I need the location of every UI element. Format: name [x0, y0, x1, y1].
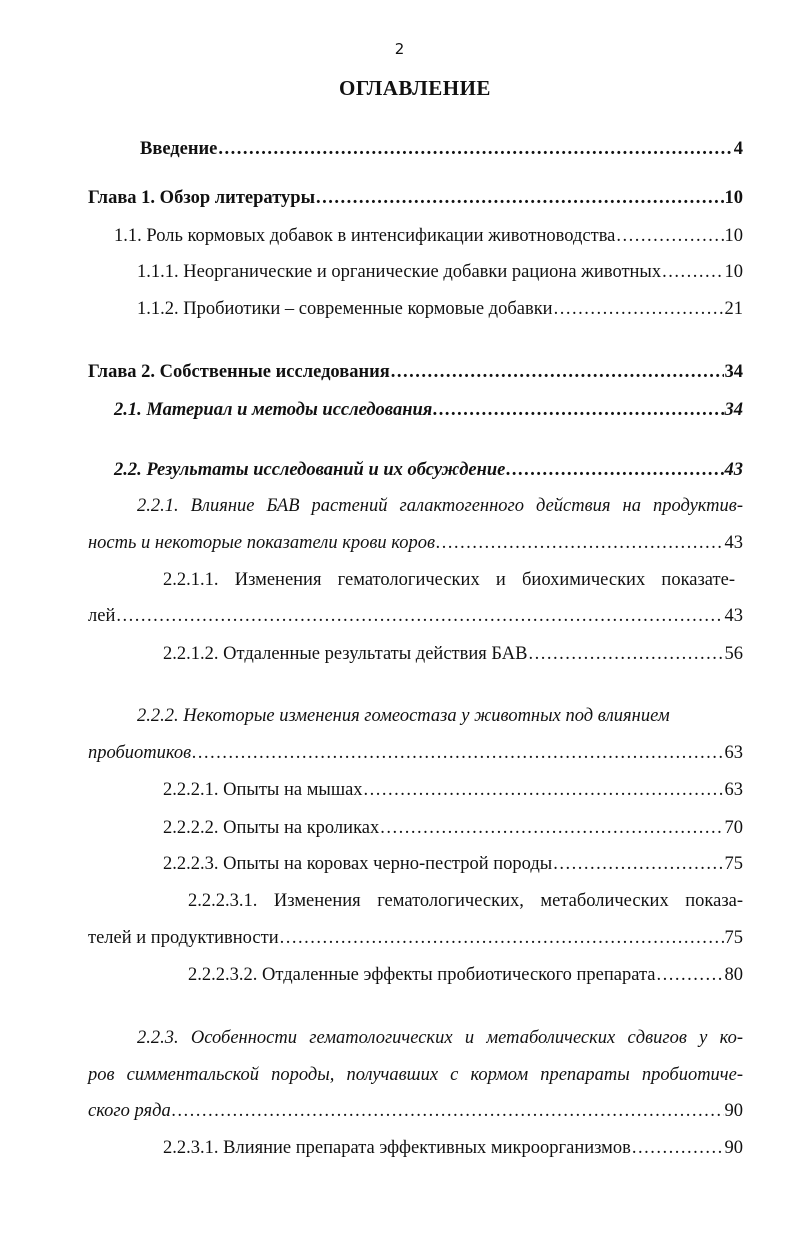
leader-dots	[116, 603, 723, 629]
toc-entry-2-2-3[interactable]	[88, 1098, 743, 1124]
toc-entry-text: 1.1. Роль кормовых добавок в интенсификации животноводства	[114, 226, 616, 246]
leader-dots	[218, 136, 732, 162]
toc-entry-2-2-1-line1[interactable]: 2.2.1. Влияние БАВ растений галактогенного действия на продуктив-	[137, 496, 743, 516]
toc-entry-1-1-2[interactable]	[137, 296, 743, 322]
leader-dots	[554, 296, 724, 322]
toc-entry-chapter-1[interactable]	[88, 185, 743, 211]
leader-dots	[662, 259, 723, 285]
toc-page-number: 75	[724, 928, 743, 948]
toc-entry-text: пробиотиков	[88, 743, 192, 763]
leader-dots	[172, 1098, 724, 1124]
toc-entry-text: 2.2.3.1. Влияние препарата эффективных микроорганизмов	[163, 1138, 631, 1158]
toc-entry-text: телей и продуктивности	[88, 928, 279, 948]
toc-page-number: 43	[724, 533, 743, 553]
leader-dots	[364, 777, 724, 803]
toc-entry-2-2-2-3[interactable]	[163, 851, 743, 877]
leader-dots	[632, 1135, 724, 1161]
toc-entry-2-2-2[interactable]	[88, 740, 743, 766]
toc-page-number: 56	[724, 644, 743, 664]
toc-entry-chapter-2[interactable]	[88, 359, 743, 385]
toc-entry-text: ность и некоторые показатели крови коров	[88, 533, 435, 553]
leader-dots	[192, 740, 723, 766]
toc-entry-text: 1.1.1. Неорганические и органические добавки рациона животных	[137, 262, 662, 282]
toc-entry-text: 2.2.2.3. Опыты на коровах черно-пестрой породы	[163, 854, 553, 874]
toc-entry-2-2-1-1[interactable]	[88, 603, 743, 629]
toc-entry-2-2-2-1[interactable]	[163, 777, 743, 803]
toc-page-number: 10	[724, 262, 743, 282]
toc-entry-2-2-3-line2[interactable]: ров симментальской породы, получавших с кормом препараты пробиотиче-	[88, 1065, 743, 1085]
toc-page-number: 4	[733, 139, 743, 159]
toc-page-number: 10	[724, 226, 743, 246]
page-title: ОГЛАВЛЕНИЕ	[339, 76, 491, 100]
toc-entry-2-2-1-2[interactable]	[163, 641, 743, 667]
toc-entry-text: 2.2.1.2. Отдаленные результаты действия БАВ	[163, 644, 528, 664]
leader-dots	[380, 815, 723, 841]
toc-entry-text: 2.2.2.1. Опыты на мышах	[163, 780, 363, 800]
toc-entry-text: 1.1.2. Пробиотики – современные кормовые добавки	[137, 299, 553, 319]
toc-page-number: 80	[724, 965, 743, 985]
leader-dots	[656, 962, 723, 988]
toc-entry-2-2-3-line1[interactable]: 2.2.3. Особенности гематологических и метаболических сдвигов у ко-	[137, 1028, 743, 1048]
toc-entry-introduction[interactable]	[140, 136, 743, 162]
toc-entry-text: 2.2.2.3.2. Отдаленные эффекты пробиотического препарата	[188, 965, 656, 985]
toc-page-number: 63	[724, 743, 743, 763]
toc-entry-1-1[interactable]	[114, 223, 743, 249]
toc-entry-2-2-3-1[interactable]	[163, 1135, 743, 1161]
toc-entry-text: 2.1. Материал и методы исследования	[114, 400, 433, 420]
toc-entry-2-2-2-line1[interactable]	[137, 703, 717, 729]
toc-entry-2-2-2-3-1-line1[interactable]: 2.2.2.3.1. Изменения гематологических, метаболических показа-	[188, 891, 743, 911]
toc-page-number: 70	[724, 818, 743, 838]
toc-entry-text: 2.2.2.2. Опыты на кроликах	[163, 818, 380, 838]
toc-page-number: 90	[724, 1101, 743, 1121]
toc-page-number: 34	[724, 400, 743, 420]
toc-entry-2-1[interactable]	[114, 397, 743, 423]
toc-entry-1-1-1[interactable]	[137, 259, 743, 285]
toc-entry-2-2-1-1-line1[interactable]: 2.2.1.1. Изменения гематологических и биохимических показате-	[163, 570, 735, 590]
leader-dots	[506, 457, 723, 483]
leader-dots	[553, 851, 723, 877]
toc-entry-text: Введение	[140, 139, 218, 159]
leader-dots	[391, 359, 724, 385]
toc-entry-text: Глава 1. Обзор литературы	[88, 188, 316, 208]
toc-entry-2-2-2-3-2[interactable]	[188, 962, 743, 988]
toc-entry-text: лей	[88, 606, 116, 626]
toc-entry-text: 2.2.2. Некоторые изменения гомеостаза у животных под влиянием	[137, 706, 670, 726]
leader-dots	[436, 530, 724, 556]
toc-page-number: 90	[724, 1138, 743, 1158]
toc-page-number: 75	[724, 854, 743, 874]
toc-page-number: 43	[724, 606, 743, 626]
toc-page-number: 21	[724, 299, 743, 319]
leader-dots	[316, 185, 723, 211]
toc-page-number: 43	[724, 460, 743, 480]
toc-entry-text: Глава 2. Собственные исследования	[88, 362, 390, 382]
page-number: 2	[394, 40, 405, 58]
toc-entry-2-2-2-3-1[interactable]	[88, 925, 743, 951]
toc-page-number: 10	[724, 188, 743, 208]
leader-dots	[280, 925, 724, 951]
toc-entry-2-2[interactable]	[114, 457, 743, 483]
leader-dots	[528, 641, 723, 667]
toc-entry-2-2-2-2[interactable]	[163, 815, 743, 841]
toc-page-number: 34	[724, 362, 743, 382]
leader-dots	[433, 397, 723, 423]
leader-dots	[616, 223, 723, 249]
toc-page-number: 63	[724, 780, 743, 800]
toc-entry-2-2-1[interactable]	[88, 530, 743, 556]
toc-entry-text: ского ряда	[88, 1101, 171, 1121]
toc-entry-text: 2.2. Результаты исследований и их обсуждение	[114, 460, 506, 480]
